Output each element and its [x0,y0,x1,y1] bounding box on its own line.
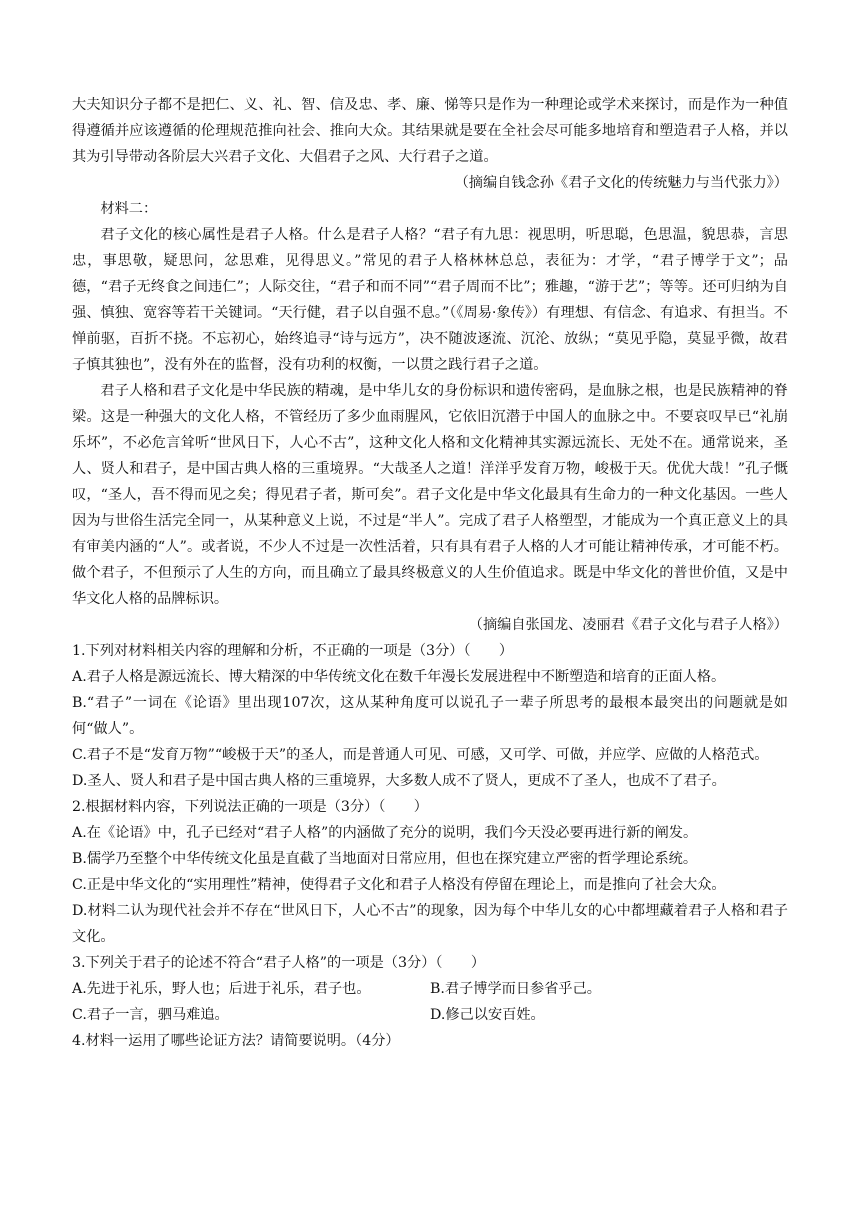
material2-heading: 材料二： [100,201,158,217]
option-a: A.在《论语》中，孔子已经对“君子人格”的内涵做了充分的说明，我们今天没必要再进行新的阐发。 [72,825,698,841]
question-1 [72,638,788,794]
option-c: C.正是中华文化的“实用理性”精神，使得君子文化和君子人格没有停留在理论上，而是推向了社会大众。 [72,877,726,893]
option-c: C.君子不是“发育万物”“峻极于天”的圣人，而是普通人可见、可感，又可学、可做，并应学、应做的人格范式。 [72,747,769,763]
question-stem: 3.下列关于君子的论述不符合“君子人格”的一项是（3分）（ ） [72,955,486,971]
options-row-2 [72,1002,788,1028]
option-c: C.君子一言，驷马难追。 [72,1007,229,1023]
material2-paragraph-1: 君子文化的核心属性是君子人格。什么是君子人格？“君子有九思：视思明，听思聪，色思温，貌思恭，言思忠，事思敬，疑思问，忿思难，见得思义。”常见的君子人格林林总总，表征为：才学，“君子博学于文”；品德，“君子无终食之间违仁”；人际交往，“君子和而不同”“君子周而不比”；雅趣，“游于艺”；等等。还可归纳为自强、慎独、宽容等若干关键词。“天行健，君子以自强不息。”（《周易·象传》）有理想、有信念、有追求、有担当。不惮前驱，百折不挠。不忘初心，始终追寻“诗与远方”，决不随波逐流、沉沦、放纵；“莫见乎隐，莫显乎微，故君子慎其独也”，没有外在的监督，没有功利的权衡，一以贯之践行君子之道。 [72,227,788,373]
option-b: B.君子博学而日参省乎己。 [430,981,601,997]
option-a: A.君子人格是源远流长、博大精深的中华传统文化在数千年漫长发展进程中不断塑造和培育的正面人格。 [72,669,726,685]
option-d: D.材料二认为现代社会并不存在“世风日下，人心不古”的现象，因为每个中华儿女的心中都埋藏着君子人格和君子文化。 [72,903,788,945]
material2-source: （摘编自张国龙、凌丽君《君子文化与君子人格》） [468,617,788,633]
option-d: D.圣人、贤人和君子是中国古典人格的三重境界，大多数人成不了贤人，更成不了圣人，也成不了君子。 [72,773,726,789]
option-a: A.先进于礼乐，野人也；后进于礼乐，君子也。 [72,981,371,997]
question-stem: 4.材料一运用了哪些论证方法？请简要说明。（4分） [72,1033,400,1049]
option-b: B.儒学乃至整个中华传统文化虽是直截了当地面对日常应用，但也在探究建立严密的哲学理论系统。 [72,851,698,867]
material1-source: （摘编自钱念孙《君子文化的传统魅力与当代张力》） [454,175,788,191]
question-4 [72,1028,788,1054]
exam-page [72,92,788,1054]
options-row-1 [72,976,788,1002]
option-b: B.“君子”一词在《论语》里出现107次，这从某种角度可以说孔子一辈子所思考的最根本最突出的问题就是如何“做人”。 [72,695,788,737]
question-3 [72,950,788,1028]
material1-tail: 大夫知识分子都不是把仁、义、礼、智、信及忠、孝、廉、悌等只是作为一种理论或学术来探讨，而是作为一种值得遵循并应该遵循的伦理规范推向社会、推向大众。其结果就是要在全社会尽可能多地培育和塑造君子人格，并以其为引导带动各阶层大兴君子文化、大倡君子之风、大行君子之道。 [72,97,788,165]
question-stem: 2.根据材料内容，下列说法正确的一项是（3分）（ ） [72,799,428,815]
option-d: D.修己以安百姓。 [430,1007,545,1023]
question-stem: 1.下列对材料相关内容的理解和分析，不正确的一项是（3分）（ ） [72,643,514,659]
question-2 [72,794,788,950]
material2-paragraph-2: 君子人格和君子文化是中华民族的精魂，是中华儿女的身份标识和遗传密码，是血脉之根，也是民族精神的脊梁。这是一种强大的文化人格，不管经历了多少血雨腥风，它依旧沉潜于中国人的血脉之中。不要哀叹早已“礼崩乐坏”，不必危言耸听“世风日下，人心不古”，这种文化人格和文化精神其实源远流长、无处不在。通常说来，圣人、贤人和君子，是中国古典人格的三重境界。“大哉圣人之道！洋洋乎发育万物，峻极于天。优优大哉！”孔子慨叹，“圣人，吾不得而见之矣；得见君子者，斯可矣”。君子文化是中华文化最具有生命力的一种文化基因。一些人因为与世俗生活完全同一，从某种意义上说，不过是“半人”。完成了君子人格塑型，才能成为一个真正意义上的具有审美内涵的“人”。或者说，不少人不过是一次性活着，只有具有君子人格的人才可能让精神传承，才可能不朽。做个君子，不但预示了人生的方向，而且确立了最具终极意义的人生价值追求。既是中华文化的普世价值，又是中华文化人格的品牌标识。 [72,383,788,607]
